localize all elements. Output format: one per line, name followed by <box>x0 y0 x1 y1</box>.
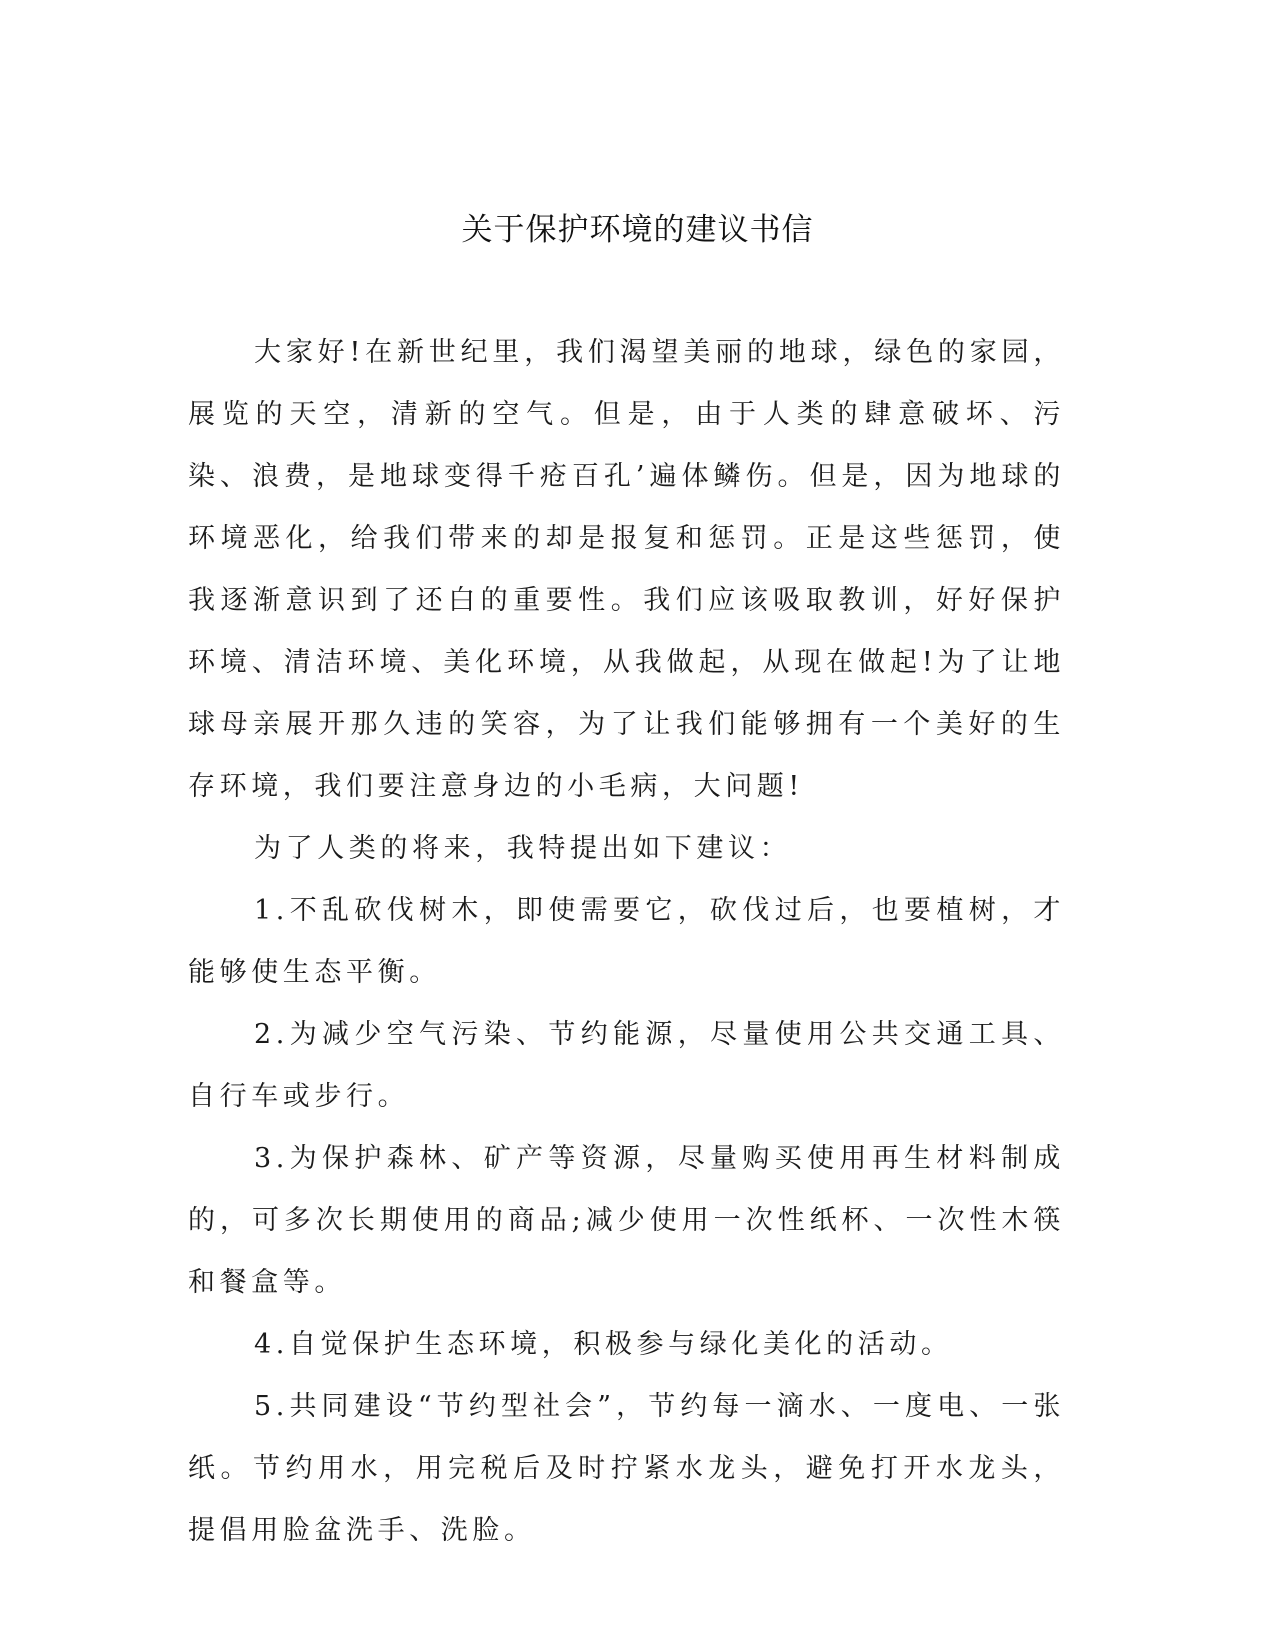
suggestion-item-1: 1.不乱砍伐树木，即使需要它，砍伐过后，也要植树，才能够使生态平衡。 <box>188 895 1065 988</box>
suggestion-item-5: 5.共同建设“节约型社会”，节约每一滴水、一度电、一张纸。节约用水，用完税后及时拧紧水龙头，避免打开水龙头，提倡用脸盆洗手、洗脸。 <box>188 1391 1065 1546</box>
suggestion-item-2: 2.为减少空气污染、节约能源，尽量使用公共交通工具、自行车或步行。 <box>188 1019 1065 1112</box>
document-title: 关于保护环境的建议书信 <box>461 212 814 248</box>
document-body <box>188 322 1065 1562</box>
paragraph-suggestion-lead: 为了人类的将来，我特提出如下建议： <box>254 833 792 864</box>
suggestion-item-3: 3.为保护森林、矿产等资源，尽量购买使用再生材料制成的，可多次长期使用的商品;减少使用一次性纸杯、一次性木筷和餐盒等。 <box>188 1143 1065 1298</box>
paragraph-intro: 大家好!在新世纪里，我们渴望美丽的地球，绿色的家园，展览的天空，清新的空气。但是，由于人类的肆意破坏、污染、浪费，是地球变得千疮百孔’遍体鳞伤。但是，因为地球的环境恶化，给我们带来的却是报复和惩罚。正是这些惩罚，使我逐渐意识到了还白的重要性。我们应该吸取教训，好好保护环境、清洁环境、美化环境，从我做起，从现在做起!为了让地球母亲展开那久违的笑容，为了让我们能够拥有一个美好的生存环境，我们要注意身边的小毛病，大问题! <box>188 337 1065 802</box>
suggestion-item-4: 4.自觉保护生态环境，积极参与绿化美化的活动。 <box>254 1329 953 1360</box>
